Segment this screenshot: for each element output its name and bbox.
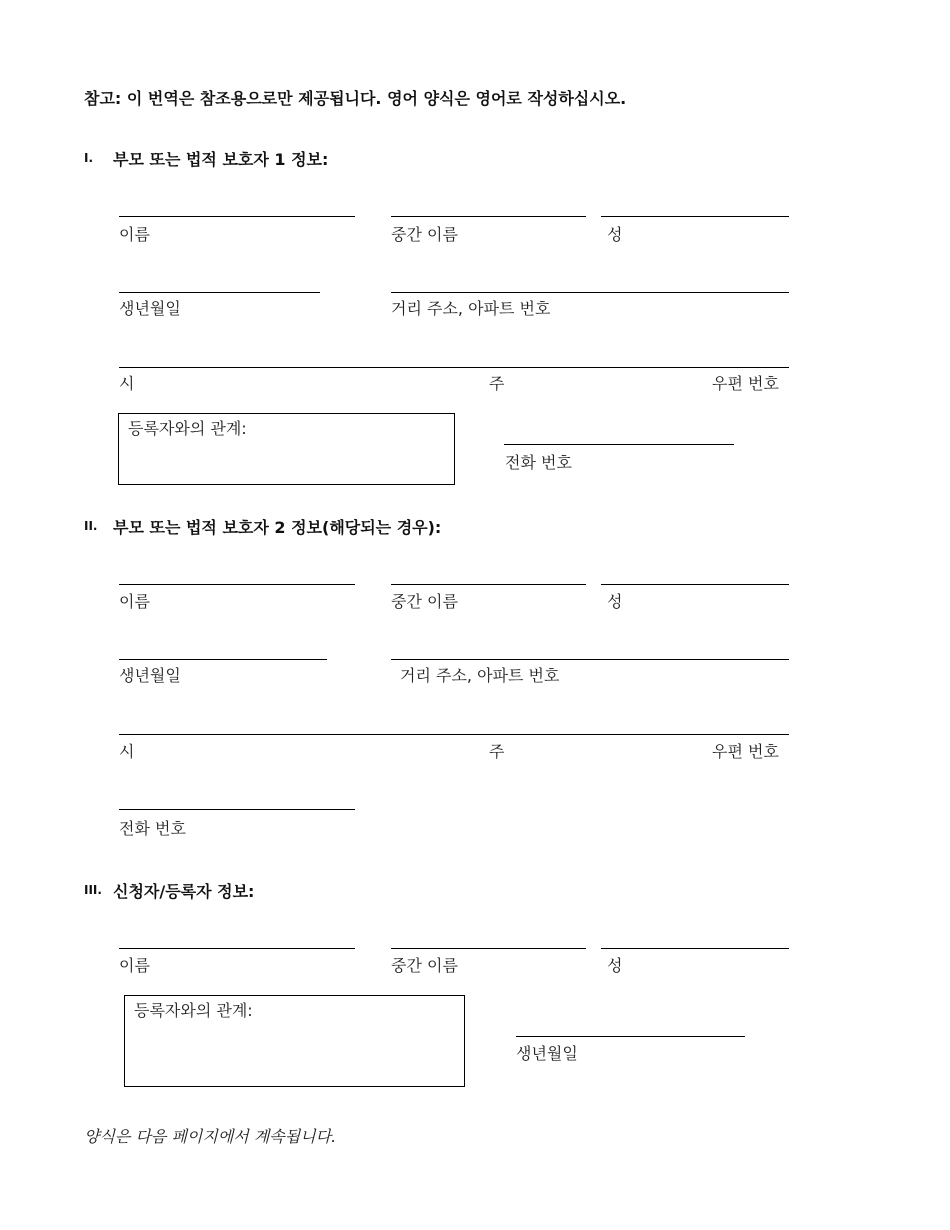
s1-state-label: 주 (489, 374, 505, 393)
s2-middle-name-label: 중간 이름 (391, 592, 458, 611)
s3-relationship-label: 등록자와의 관계: (134, 1001, 253, 1020)
s2-street-label: 거리 주소, 아파트 번호 (400, 666, 560, 685)
s2-phone-label: 전화 번호 (119, 819, 186, 838)
s2-last-name-field[interactable] (601, 584, 789, 585)
s1-zip-label: 우편 번호 (712, 374, 779, 393)
section-1-number: I. (84, 151, 94, 165)
section-3-number: III. (84, 883, 102, 897)
section-2-title: 부모 또는 법적 보호자 2 정보(해당되는 경우): (113, 518, 442, 537)
s3-dob-field[interactable] (516, 1036, 745, 1037)
section-1-title: 부모 또는 법적 보호자 1 정보: (113, 150, 329, 169)
section-3-title: 신청자/등록자 정보: (113, 882, 255, 901)
s3-last-name-field[interactable] (601, 948, 789, 949)
s2-first-name-field[interactable] (119, 584, 355, 585)
s3-first-name-field[interactable] (119, 948, 355, 949)
s2-state-label: 주 (489, 742, 505, 761)
s1-first-name-label: 이름 (119, 225, 150, 244)
s3-middle-name-field[interactable] (391, 948, 586, 949)
s2-last-name-label: 성 (607, 592, 623, 611)
s2-dob-field[interactable] (119, 659, 327, 660)
s1-street-field[interactable] (391, 292, 789, 293)
s2-street-field[interactable] (391, 659, 789, 660)
s3-dob-label: 생년월일 (516, 1044, 578, 1063)
s3-first-name-label: 이름 (119, 956, 150, 975)
s1-first-name-field[interactable] (119, 216, 355, 217)
s1-city-label: 시 (119, 374, 135, 393)
s1-relationship-label: 등록자와의 관계: (128, 419, 247, 438)
s1-dob-label: 생년월일 (119, 299, 181, 318)
s1-phone-label: 전화 번호 (505, 453, 572, 472)
section-2-number: II. (84, 519, 98, 533)
s2-city-state-zip-field[interactable] (119, 734, 789, 735)
s1-dob-field[interactable] (119, 292, 320, 293)
s2-zip-label: 우편 번호 (712, 742, 779, 761)
s1-phone-field[interactable] (504, 444, 734, 445)
s1-last-name-field[interactable] (601, 216, 789, 217)
continued-note: 양식은 다음 페이지에서 계속됩니다. (84, 1127, 337, 1146)
s3-middle-name-label: 중간 이름 (391, 956, 458, 975)
s1-relationship-box[interactable] (118, 413, 455, 485)
s2-dob-label: 생년월일 (119, 666, 181, 685)
s3-relationship-box[interactable] (124, 995, 465, 1087)
s1-street-label: 거리 주소, 아파트 번호 (391, 299, 551, 318)
s2-middle-name-field[interactable] (391, 584, 586, 585)
s2-first-name-label: 이름 (119, 592, 150, 611)
s2-phone-field[interactable] (119, 809, 355, 810)
s1-last-name-label: 성 (607, 225, 623, 244)
s3-last-name-label: 성 (607, 956, 623, 975)
s1-middle-name-label: 중간 이름 (391, 225, 458, 244)
translation-note: 참고: 이 번역은 참조용으로만 제공됩니다. 영어 양식은 영어로 작성하십시오. (84, 89, 627, 108)
s1-middle-name-field[interactable] (391, 216, 586, 217)
s1-city-state-zip-field[interactable] (119, 367, 789, 368)
s2-city-label: 시 (119, 742, 135, 761)
